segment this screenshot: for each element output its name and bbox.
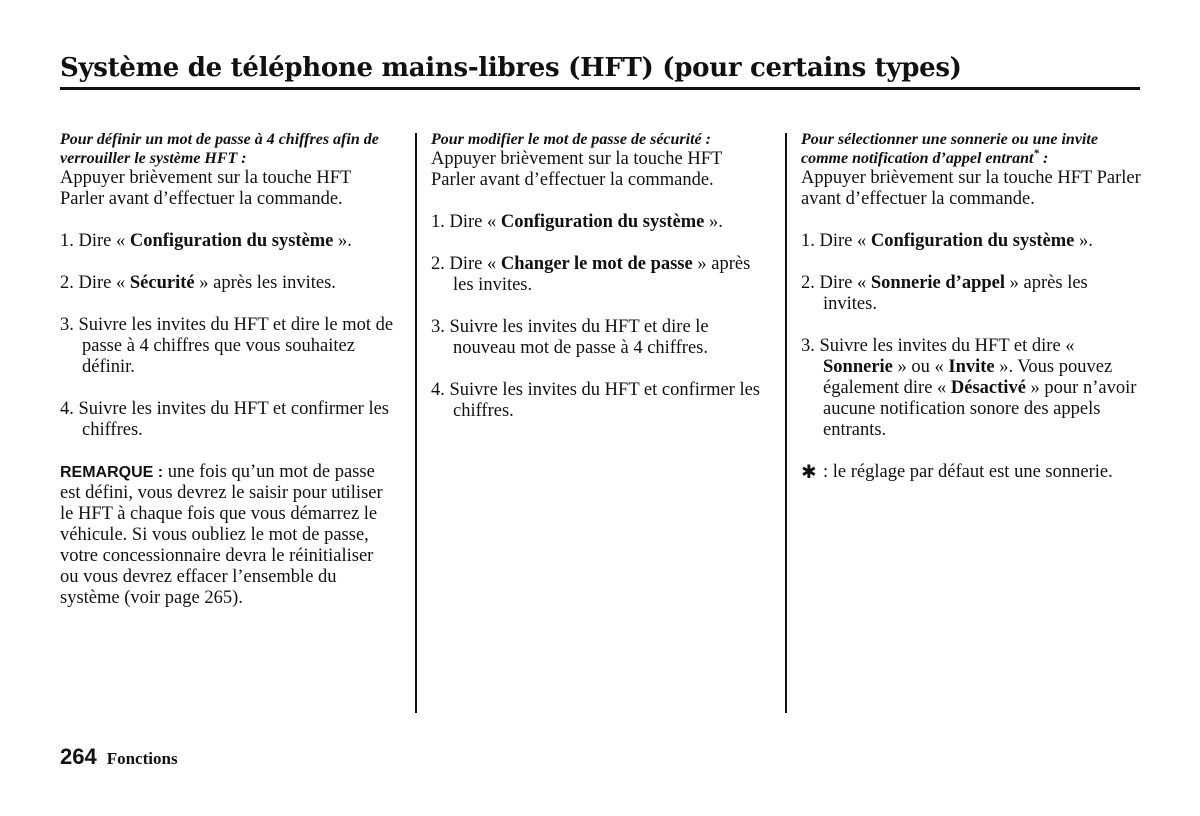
step-text: 1. Dire «: [60, 231, 130, 251]
intro-text: Appuyer brièvement sur la touche HFT Parler avant d’effectuer la commande.: [801, 168, 1141, 209]
voice-command: Désactivé: [950, 378, 1026, 398]
section-heading: Pour modifier le mot de passe de sécurité :: [431, 131, 711, 148]
heading-text: :: [1038, 150, 1049, 167]
title-rule: [60, 87, 1140, 90]
step-text: 1. Dire «: [431, 212, 501, 232]
column-ringtone: [801, 130, 1141, 483]
step-text: ».: [704, 212, 723, 232]
voice-command: Invite: [948, 357, 995, 377]
note-text: une fois qu’un mot de passe est défini, vous devrez le saisir pour utiliser le HFT à chaque fois que vous démarrez le véhicule. Si vous oubliez le mot de passe, votre concessionnaire devra le réinitialiser ou vous devrez effacer l’ensemble du système (voir page 265).: [60, 462, 383, 608]
step-text: » après les invites.: [453, 254, 751, 295]
voice-command: Configuration du système: [870, 231, 1075, 251]
step-4: 4. Suivre les invites du HFT et confirmer les chiffres.: [431, 380, 761, 421]
column-change-password: [431, 130, 766, 422]
footnote-text: : le réglage par défaut est une sonnerie.: [823, 462, 1113, 482]
step-3: [801, 336, 1141, 441]
step-text: ».: [1074, 231, 1093, 251]
step-text: 2. Dire «: [431, 254, 501, 274]
step-3: 3. Suivre les invites du HFT et dire le nouveau mot de passe à 4 chiffres.: [431, 317, 709, 358]
heading-text: Pour sélectionner une sonnerie ou une invite comme notification d’appel entrant: [801, 131, 1098, 167]
note: [60, 462, 395, 609]
voice-command: Configuration du système: [500, 212, 705, 232]
asterisk-icon: ✱: [801, 462, 817, 483]
step-text: 2. Dire «: [801, 273, 871, 293]
voice-command: Sécurité: [129, 273, 195, 293]
footnote: [801, 462, 1141, 483]
voice-command: Sonnerie d’appel: [870, 273, 1006, 293]
page-title: Système de téléphone mains-libres (HFT) (pour certains types): [60, 53, 962, 83]
intro-text: Appuyer brièvement sur la touche HFT Parler avant d’effectuer la commande.: [60, 168, 351, 209]
step-1: [60, 231, 395, 252]
column-divider: [415, 133, 417, 713]
step-2: [60, 273, 395, 294]
voice-command: Changer le mot de passe: [500, 254, 693, 274]
step-text: » après les invites.: [194, 273, 336, 293]
section-label: Fonctions: [106, 749, 178, 768]
step-text: 1. Dire «: [801, 231, 871, 251]
step-4: 4. Suivre les invites du HFT et confirmer les chiffres.: [60, 399, 390, 440]
step-1: [431, 212, 766, 233]
page-number: 264: [60, 744, 97, 769]
voice-command: Configuration du système: [129, 231, 334, 251]
step-text: ». Vous pouvez également dire «: [823, 357, 1113, 398]
section-heading: [801, 130, 1141, 168]
column-divider: [785, 133, 787, 713]
note-label: REMARQUE :: [60, 464, 164, 481]
step-3: 3. Suivre les invites du HFT et dire le mot de passe à 4 chiffres que vous souhaitez définir.: [60, 315, 394, 377]
page-footer: [60, 744, 178, 770]
step-text: » après les invites.: [823, 273, 1088, 314]
section-heading: Pour définir un mot de passe à 4 chiffres afin de verrouiller le système HFT :: [60, 131, 379, 167]
footnote-asterisk: *: [1033, 147, 1039, 160]
column-define-password: [60, 130, 395, 609]
step-text: 2. Dire «: [60, 273, 130, 293]
step-text: » pour n’avoir aucune notification sonore des appels entrants.: [823, 378, 1137, 440]
intro-text: Appuyer brièvement sur la touche HFT Parler avant d’effectuer la commande.: [431, 149, 722, 190]
voice-command: Sonnerie: [823, 357, 893, 377]
step-2: [431, 254, 766, 296]
step-1: [801, 231, 1141, 252]
step-text: ».: [333, 231, 352, 251]
step-text: » ou «: [892, 357, 949, 377]
step-2: [801, 273, 1141, 315]
step-text: 3. Suivre les invites du HFT et dire «: [801, 336, 1075, 356]
